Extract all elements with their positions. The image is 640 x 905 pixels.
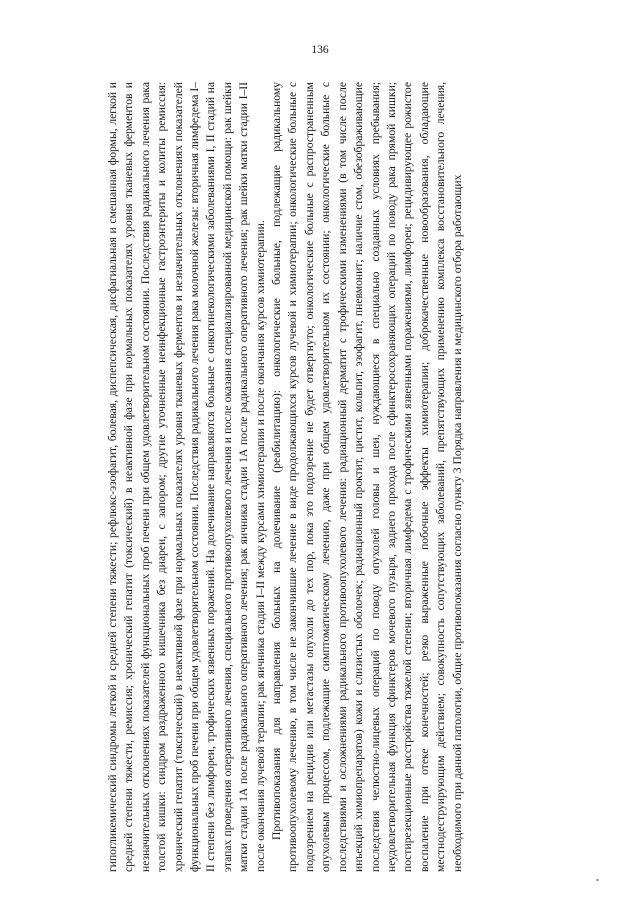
scan-artifact (596, 879, 599, 881)
paragraph-sequelae: гипогликемический синдромы легкой и средней степени тяжести; рефлюкс-эзофагит, болевая, диспепсическая, дисфагиальная и смешанная формы, легкой и средней степени тяжести, ремиссия; хронический гепатит (токсический) в неактивной фазе при нормальных показателях уровня тканевых ферментов и незначительных отклонениях показателей функциональных проб печени при общем удовлетворительном состоянии. Последствия радикального лечения рака толстой кишки: синдром раздраженного кишечника без диареи, с запором; другие уточненные неинфекционные гастроэнтериты и колиты ремиссия: хронический гепатит (токсический) в неактивной фазе при нормальных показателях уровня тканевых ферментов и незначительных отклонениях показателей функциональных проб печени при общем удовлетворительном состоянии. Последствия радикального лечения рака молочной железы: вторичная лимфедема I–II степени без лимфореи, трофических язвенных поражений. На долечивание направляются больные с онкогинекологическими заболеваниями I, II стадий на этапах проведения оперативного лечения, специального противоопухолевого лечения и после оказания специализированной медицинской помощи: рак шейки матки стадии 1А после радикального оперативного лечения; рак яичника стадии 1А после радикального оперативного лечения; рак шейки матки стадии I–II после окончания лучевой терапии; рак яичника стадии I–II между курсами химиотерапии и после окончания курсов химиотерапии. (106, 82, 267, 872)
paragraph-contraindications: Противопоказания для направления больных на долечивание (реабилитацию): онкологические больные, подлежащие радикальному противоопухолевому лечению, в том числе не закончившие лечение в виде продолжающихся курсов лучевой и химиотерапии; онкологические больные с подозрением на рецидив или метастазы опухоли до тех пор, пока это подозрение не будет отвергнуто; онкологические больные с распространенным опухолевым процессом, подлежащие симптоматическому лечению, даже при общем удовлетворительном их состоянии; онкологические больные с последствиями и осложнениями радикального противоопухолевого лечения: радиационный дерматит с трофическими изменениями (в том числе после инъекций химиопрепаратов) кожи и слизистых оболочек; радиационный проктит, цистит, кольпит, эзофагит, пневмонит; наличие стом, обезображивающие последствия челюстно-лицевых операций по поводу опухолей головы и шеи, нуждающиеся в специально созданных условиях пребывания; неудовлетворительная функция сфинктеров мочевого пузыря, заднего прохода после сфинктеросохраняющих операций по поводу рака прямой кишки; постирезекционные расстройства тяжелой степени; вторичная лимфедема с трофическими язвенными поражениями, лимфореи; рецидивирующее рожистое воспаление при отеке конечностей; резко выраженные побочные эффекты химиотерапии; доброкачественные новообразования, обладающие местнодеструирующим действием; совокупность сопутствующих заболеваний, препятствующих применению комплекса восстановительного лечения, необходимого при данной патологии, общие противопоказания согласно пункту 3 Порядка направления и медицинского отбора работающих (270, 82, 464, 872)
document-body (105, 82, 466, 872)
rotated-text-area (105, 82, 580, 872)
text-rotator (105, 82, 580, 872)
page-number: 136 (311, 44, 329, 56)
